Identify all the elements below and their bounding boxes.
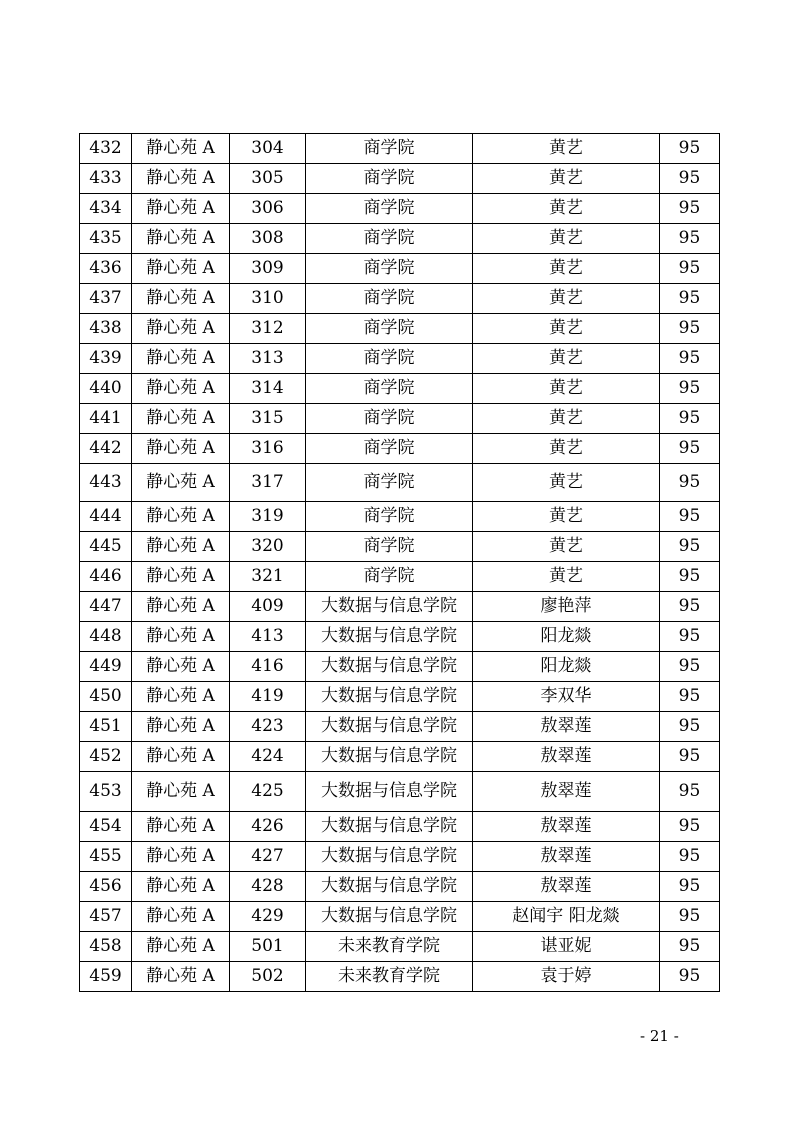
building-name-cell: 静心苑 A	[132, 374, 230, 404]
table-row	[80, 682, 720, 712]
table-row	[80, 842, 720, 872]
room-number-cell: 313	[230, 344, 306, 374]
row-number-cell: 451	[80, 712, 132, 742]
building-name-cell: 静心苑 A	[132, 502, 230, 532]
row-number-cell: 438	[80, 314, 132, 344]
building-name-cell: 静心苑 A	[132, 464, 230, 502]
building-name-cell: 静心苑 A	[132, 532, 230, 562]
college-name-cell: 商学院	[306, 434, 473, 464]
room-number-cell: 314	[230, 374, 306, 404]
table-row	[80, 464, 720, 502]
building-name-cell: 静心苑 A	[132, 902, 230, 932]
room-number-cell: 424	[230, 742, 306, 772]
responsible-person-cell: 阳龙燚	[473, 622, 660, 652]
table-row	[80, 344, 720, 374]
row-number-cell: 444	[80, 502, 132, 532]
score-cell: 95	[660, 314, 720, 344]
college-name-cell: 商学院	[306, 562, 473, 592]
table-row	[80, 164, 720, 194]
responsible-person-cell: 黄艺	[473, 404, 660, 434]
table-row	[80, 932, 720, 962]
college-name-cell: 大数据与信息学院	[306, 772, 473, 812]
building-name-cell: 静心苑 A	[132, 842, 230, 872]
table-row	[80, 812, 720, 842]
row-number-cell: 435	[80, 224, 132, 254]
row-number-cell: 452	[80, 742, 132, 772]
page-number: - 21 -	[640, 1027, 679, 1045]
room-number-cell: 502	[230, 962, 306, 992]
row-number-cell: 446	[80, 562, 132, 592]
responsible-person-cell: 阳龙燚	[473, 652, 660, 682]
row-number-cell: 449	[80, 652, 132, 682]
room-number-cell: 316	[230, 434, 306, 464]
building-name-cell: 静心苑 A	[132, 932, 230, 962]
score-cell: 95	[660, 254, 720, 284]
row-number-cell: 455	[80, 842, 132, 872]
row-number-cell: 433	[80, 164, 132, 194]
responsible-person-cell: 敖翠莲	[473, 842, 660, 872]
room-number-cell: 310	[230, 284, 306, 314]
college-name-cell: 大数据与信息学院	[306, 712, 473, 742]
table-row	[80, 502, 720, 532]
responsible-person-cell: 敖翠莲	[473, 712, 660, 742]
row-number-cell: 441	[80, 404, 132, 434]
responsible-person-cell: 黄艺	[473, 314, 660, 344]
table-row	[80, 404, 720, 434]
room-number-cell: 409	[230, 592, 306, 622]
room-number-cell: 416	[230, 652, 306, 682]
room-number-cell: 306	[230, 194, 306, 224]
responsible-person-cell: 黄艺	[473, 532, 660, 562]
room-number-cell: 312	[230, 314, 306, 344]
responsible-person-cell: 黄艺	[473, 134, 660, 164]
row-number-cell: 448	[80, 622, 132, 652]
responsible-person-cell: 李双华	[473, 682, 660, 712]
responsible-person-cell: 敖翠莲	[473, 742, 660, 772]
score-cell: 95	[660, 464, 720, 502]
score-cell: 95	[660, 224, 720, 254]
college-name-cell: 大数据与信息学院	[306, 902, 473, 932]
building-name-cell: 静心苑 A	[132, 712, 230, 742]
responsible-person-cell: 黄艺	[473, 464, 660, 502]
responsible-person-cell: 黄艺	[473, 562, 660, 592]
score-cell: 95	[660, 164, 720, 194]
responsible-person-cell: 黄艺	[473, 434, 660, 464]
score-cell: 95	[660, 562, 720, 592]
building-name-cell: 静心苑 A	[132, 562, 230, 592]
room-number-cell: 423	[230, 712, 306, 742]
responsible-person-cell: 黄艺	[473, 224, 660, 254]
row-number-cell: 442	[80, 434, 132, 464]
responsible-person-cell: 赵闻宇 阳龙燚	[473, 902, 660, 932]
score-cell: 95	[660, 682, 720, 712]
building-name-cell: 静心苑 A	[132, 194, 230, 224]
row-number-cell: 436	[80, 254, 132, 284]
table-row	[80, 872, 720, 902]
college-name-cell: 未来教育学院	[306, 932, 473, 962]
college-name-cell: 大数据与信息学院	[306, 842, 473, 872]
table-row	[80, 284, 720, 314]
room-number-cell: 429	[230, 902, 306, 932]
row-number-cell: 457	[80, 902, 132, 932]
college-name-cell: 商学院	[306, 404, 473, 434]
table-row	[80, 374, 720, 404]
college-name-cell: 商学院	[306, 464, 473, 502]
building-name-cell: 静心苑 A	[132, 592, 230, 622]
table-row	[80, 592, 720, 622]
row-number-cell: 434	[80, 194, 132, 224]
room-number-cell: 501	[230, 932, 306, 962]
row-number-cell: 443	[80, 464, 132, 502]
score-cell: 95	[660, 962, 720, 992]
college-name-cell: 大数据与信息学院	[306, 682, 473, 712]
row-number-cell: 439	[80, 344, 132, 374]
college-name-cell: 大数据与信息学院	[306, 652, 473, 682]
college-name-cell: 商学院	[306, 134, 473, 164]
college-name-cell: 商学院	[306, 314, 473, 344]
score-cell: 95	[660, 872, 720, 902]
college-name-cell: 商学院	[306, 374, 473, 404]
table-row	[80, 314, 720, 344]
building-name-cell: 静心苑 A	[132, 772, 230, 812]
score-cell: 95	[660, 404, 720, 434]
row-number-cell: 440	[80, 374, 132, 404]
table-row	[80, 434, 720, 464]
building-name-cell: 静心苑 A	[132, 284, 230, 314]
room-number-cell: 428	[230, 872, 306, 902]
row-number-cell: 437	[80, 284, 132, 314]
score-cell: 95	[660, 592, 720, 622]
score-cell: 95	[660, 344, 720, 374]
room-number-cell: 317	[230, 464, 306, 502]
college-name-cell: 商学院	[306, 194, 473, 224]
score-cell: 95	[660, 532, 720, 562]
building-name-cell: 静心苑 A	[132, 314, 230, 344]
responsible-person-cell: 敖翠莲	[473, 772, 660, 812]
building-name-cell: 静心苑 A	[132, 962, 230, 992]
building-name-cell: 静心苑 A	[132, 872, 230, 902]
responsible-person-cell: 敖翠莲	[473, 812, 660, 842]
row-number-cell: 458	[80, 932, 132, 962]
table-row	[80, 622, 720, 652]
building-name-cell: 静心苑 A	[132, 652, 230, 682]
responsible-person-cell: 黄艺	[473, 374, 660, 404]
dormitory-score-table	[79, 133, 720, 992]
score-cell: 95	[660, 712, 720, 742]
table-row	[80, 532, 720, 562]
room-number-cell: 309	[230, 254, 306, 284]
score-cell: 95	[660, 194, 720, 224]
responsible-person-cell: 黄艺	[473, 284, 660, 314]
table-row	[80, 224, 720, 254]
row-number-cell: 454	[80, 812, 132, 842]
responsible-person-cell: 黄艺	[473, 164, 660, 194]
room-number-cell: 427	[230, 842, 306, 872]
college-name-cell: 大数据与信息学院	[306, 592, 473, 622]
row-number-cell: 450	[80, 682, 132, 712]
building-name-cell: 静心苑 A	[132, 164, 230, 194]
college-name-cell: 大数据与信息学院	[306, 812, 473, 842]
score-cell: 95	[660, 652, 720, 682]
college-name-cell: 商学院	[306, 224, 473, 254]
score-cell: 95	[660, 742, 720, 772]
table-row	[80, 254, 720, 284]
building-name-cell: 静心苑 A	[132, 434, 230, 464]
responsible-person-cell: 袁于婷	[473, 962, 660, 992]
row-number-cell: 432	[80, 134, 132, 164]
building-name-cell: 静心苑 A	[132, 224, 230, 254]
table-row	[80, 562, 720, 592]
room-number-cell: 308	[230, 224, 306, 254]
table-row	[80, 902, 720, 932]
score-cell: 95	[660, 434, 720, 464]
table-row	[80, 962, 720, 992]
college-name-cell: 商学院	[306, 164, 473, 194]
room-number-cell: 419	[230, 682, 306, 712]
room-number-cell: 305	[230, 164, 306, 194]
room-number-cell: 320	[230, 532, 306, 562]
table-row	[80, 772, 720, 812]
row-number-cell: 459	[80, 962, 132, 992]
room-number-cell: 413	[230, 622, 306, 652]
score-cell: 95	[660, 502, 720, 532]
college-name-cell: 大数据与信息学院	[306, 872, 473, 902]
table-row	[80, 134, 720, 164]
score-cell: 95	[660, 284, 720, 314]
building-name-cell: 静心苑 A	[132, 812, 230, 842]
responsible-person-cell: 黄艺	[473, 344, 660, 374]
responsible-person-cell: 黄艺	[473, 254, 660, 284]
building-name-cell: 静心苑 A	[132, 254, 230, 284]
responsible-person-cell: 黄艺	[473, 194, 660, 224]
table-body	[80, 134, 720, 992]
building-name-cell: 静心苑 A	[132, 742, 230, 772]
score-cell: 95	[660, 772, 720, 812]
row-number-cell: 453	[80, 772, 132, 812]
room-number-cell: 321	[230, 562, 306, 592]
college-name-cell: 商学院	[306, 532, 473, 562]
building-name-cell: 静心苑 A	[132, 682, 230, 712]
score-cell: 95	[660, 812, 720, 842]
building-name-cell: 静心苑 A	[132, 404, 230, 434]
score-cell: 95	[660, 932, 720, 962]
room-number-cell: 304	[230, 134, 306, 164]
responsible-person-cell: 敖翠莲	[473, 872, 660, 902]
score-cell: 95	[660, 622, 720, 652]
building-name-cell: 静心苑 A	[132, 134, 230, 164]
row-number-cell: 447	[80, 592, 132, 622]
table-row	[80, 194, 720, 224]
responsible-person-cell: 黄艺	[473, 502, 660, 532]
college-name-cell: 商学院	[306, 254, 473, 284]
room-number-cell: 425	[230, 772, 306, 812]
score-cell: 95	[660, 842, 720, 872]
college-name-cell: 商学院	[306, 502, 473, 532]
table-row	[80, 652, 720, 682]
college-name-cell: 大数据与信息学院	[306, 742, 473, 772]
score-cell: 95	[660, 902, 720, 932]
table-row	[80, 712, 720, 742]
room-number-cell: 426	[230, 812, 306, 842]
room-number-cell: 315	[230, 404, 306, 434]
college-name-cell: 商学院	[306, 344, 473, 374]
score-cell: 95	[660, 374, 720, 404]
room-number-cell: 319	[230, 502, 306, 532]
row-number-cell: 456	[80, 872, 132, 902]
building-name-cell: 静心苑 A	[132, 344, 230, 374]
college-name-cell: 商学院	[306, 284, 473, 314]
college-name-cell: 大数据与信息学院	[306, 622, 473, 652]
row-number-cell: 445	[80, 532, 132, 562]
responsible-person-cell: 廖艳萍	[473, 592, 660, 622]
responsible-person-cell: 谌亚妮	[473, 932, 660, 962]
score-cell: 95	[660, 134, 720, 164]
building-name-cell: 静心苑 A	[132, 622, 230, 652]
table-row	[80, 742, 720, 772]
college-name-cell: 未来教育学院	[306, 962, 473, 992]
